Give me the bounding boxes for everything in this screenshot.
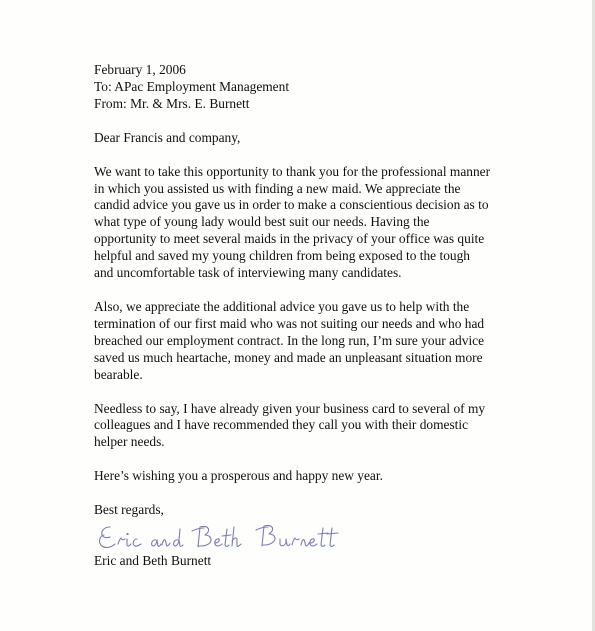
letter-sender: From: Mr. & Mrs. E. Burnett — [94, 95, 250, 111]
paragraph-line: what type of young lady would best suit our needs. Having the — [94, 214, 430, 230]
paragraph-line: Also, we appreciate the additional advice you gave us to help with the — [94, 298, 470, 314]
letter-salutation: Dear Francis and company, — [94, 129, 241, 145]
handwritten-signature — [94, 519, 564, 553]
paragraph-line: colleagues and I have recommended they call you with their domestic — [94, 417, 469, 433]
paragraph-1 — [94, 164, 564, 282]
paragraph-line: termination of our first maid who was not suiting our needs and who had — [94, 315, 485, 331]
paragraph-line: bearable. — [94, 366, 143, 382]
paragraph-line: breached our employment contract. In the long run, I’m sure your advice — [94, 332, 485, 348]
paragraph-line: Here’s wishing you a prosperous and happy new year. — [94, 468, 383, 484]
letter-closing: Best regards, — [94, 502, 164, 518]
letter-body — [94, 62, 564, 570]
paragraph-line: helper needs. — [94, 434, 165, 450]
paragraph-2 — [94, 299, 564, 384]
paragraph-3 — [94, 401, 564, 452]
paragraph-line: saved us much heartache, money and made an unpleasant situation more — [94, 349, 483, 365]
signer-name: Eric and Beth Burnett — [94, 553, 212, 569]
paragraph-line: Needless to say, I have already given your business card to several of my — [94, 400, 486, 416]
paragraph-line: We want to take this opportunity to thank you for the professional manner — [94, 163, 491, 179]
paragraph-line: and uncomfortable task of interviewing many candidates. — [94, 265, 402, 281]
paragraph-line: candid advice you gave us in order to make a conscientious decision as to — [94, 197, 489, 213]
paragraph-line: opportunity to meet several maids in the privacy of your office was quite — [94, 231, 485, 247]
letter-date: February 1, 2006 — [94, 62, 186, 77]
paragraph-line: helpful and saved my young children from being exposed to the tough — [94, 248, 470, 264]
signature-drawing — [96, 519, 366, 553]
paragraph-line: in which you assisted us with finding a new maid. We appreciate the — [94, 180, 461, 196]
paragraph-4 — [94, 468, 564, 485]
letter-recipient: To: APac Employment Management — [94, 78, 290, 94]
